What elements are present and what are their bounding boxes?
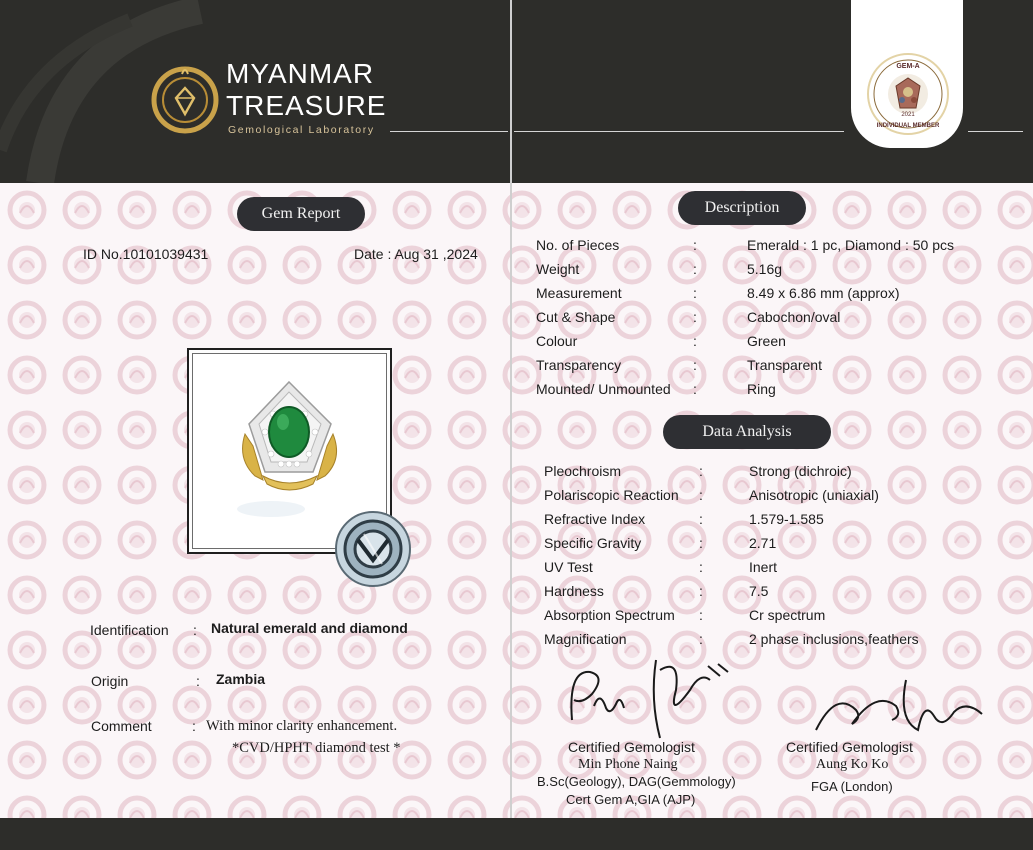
description-row-label: No. of Pieces (536, 237, 620, 253)
analysis-row-label: Refractive Index (544, 511, 646, 527)
description-row-label: Weight (536, 261, 580, 277)
comment-line1: With minor clarity enhancement. (206, 718, 398, 734)
badge-caption: INDIVIDUAL MEMBER (876, 123, 940, 129)
footer-band (0, 818, 1033, 850)
signatory2-credentials: FGA (London) (811, 779, 893, 794)
lab-logo-icon (150, 60, 220, 138)
gem-report-heading: Gem Report (237, 197, 365, 231)
analysis-row-value: 2.71 (749, 535, 777, 551)
header-rule-right (514, 131, 844, 132)
hologram-seal-icon (334, 510, 412, 588)
analysis-row-separator: : (699, 583, 703, 599)
signatory1-credentials: B.Sc(Geology), DAG(Gemmology) (537, 774, 736, 789)
analysis-row-separator: : (699, 631, 703, 647)
description-heading: Description (678, 191, 806, 225)
brand-subtitle: Gemological Laboratory (228, 124, 375, 136)
analysis-row-separator: : (699, 559, 703, 575)
analysis-row-value: Strong (dichroic) (749, 463, 852, 479)
analysis-row-value: 2 phase inclusions,feathers (749, 631, 919, 647)
description-row-separator: : (693, 261, 697, 277)
identification-separator: : (193, 622, 197, 638)
fold-divider (510, 0, 512, 850)
description-row-separator: : (693, 333, 697, 349)
analysis-row-value: Cr spectrum (749, 607, 826, 623)
description-row-separator: : (693, 237, 697, 253)
description-row-separator: : (693, 381, 697, 397)
origin-label: Origin (91, 673, 129, 689)
analysis-row-label: UV Test (544, 559, 593, 575)
report-id: ID No.10101039431 (83, 246, 209, 262)
description-row-separator: : (693, 285, 697, 301)
badge-year: 2021 (901, 112, 915, 118)
comment-separator: : (192, 718, 196, 734)
analysis-row-value: Inert (749, 559, 778, 575)
data-analysis-heading: Data Analysis (663, 415, 831, 449)
description-row-value: Emerald : 1 pc, Diamond : 50 pcs (747, 237, 954, 253)
description-row-label: Transparency (536, 357, 622, 373)
signatory2-role: Certified Gemologist (786, 739, 913, 755)
signature-aung-ko-ko (806, 660, 996, 750)
description-row-separator: : (693, 309, 697, 325)
analysis-row-label: Specific Gravity (544, 535, 642, 551)
signature-min-phone-naing (560, 650, 740, 745)
signatory1-name: Min Phone Naing (578, 757, 678, 772)
signatory2-name: Aung Ko Ko (816, 757, 889, 772)
identification-value: Natural emerald and diamond (211, 620, 408, 636)
brand-name-line1: MYANMAR (226, 58, 375, 89)
description-row-label: Cut & Shape (536, 309, 616, 325)
signatory1-role: Certified Gemologist (568, 739, 695, 755)
description-row-label: Mounted/ Unmounted (536, 381, 671, 397)
analysis-row-label: Hardness (544, 583, 604, 599)
analysis-row-label: Pleochroism (544, 463, 622, 479)
analysis-row-label: Absorption Spectrum (544, 607, 675, 623)
origin-separator: : (196, 673, 200, 689)
badge-title: GEM-A (896, 63, 920, 70)
description-row-label: Colour (536, 333, 578, 349)
identification-label: Identification (90, 622, 169, 638)
header-rule-left (390, 131, 508, 132)
comment-label: Comment (91, 718, 152, 734)
description-row-label: Measurement (536, 285, 622, 301)
analysis-row-value: 7.5 (749, 583, 769, 599)
analysis-row-label: Magnification (544, 631, 627, 647)
analysis-row-separator: : (699, 535, 703, 551)
analysis-row-separator: : (699, 607, 703, 623)
description-row-value: 8.49 x 6.86 mm (approx) (747, 285, 900, 301)
origin-value: Zambia (216, 671, 266, 687)
analysis-row-separator: : (699, 511, 703, 527)
analysis-row-separator: : (699, 487, 703, 503)
analysis-row-value: 1.579-1.585 (749, 511, 824, 527)
description-row-value: Ring (747, 381, 776, 397)
analysis-row-separator: : (699, 463, 703, 479)
signatory1-credentials-2: Cert Gem A,GIA (AJP) (566, 792, 696, 807)
analysis-row-value: Anisotropic (uniaxial) (749, 487, 879, 503)
header-swirl (0, 0, 260, 183)
comment-line2: *CVD/HPHT diamond test * (232, 740, 401, 756)
description-row-value: Green (747, 333, 786, 349)
header-rule-far-right (968, 131, 1023, 132)
report-date: Date : Aug 31 ,2024 (354, 246, 478, 262)
description-row-value: Cabochon/oval (747, 309, 841, 325)
brand-name-line2: TREASURE (226, 90, 387, 121)
analysis-row-label: Polariscopic Reaction (544, 487, 679, 503)
description-row-value: Transparent (747, 357, 822, 373)
description-row-separator: : (693, 357, 697, 373)
description-row-value: 5.16g (747, 261, 783, 277)
